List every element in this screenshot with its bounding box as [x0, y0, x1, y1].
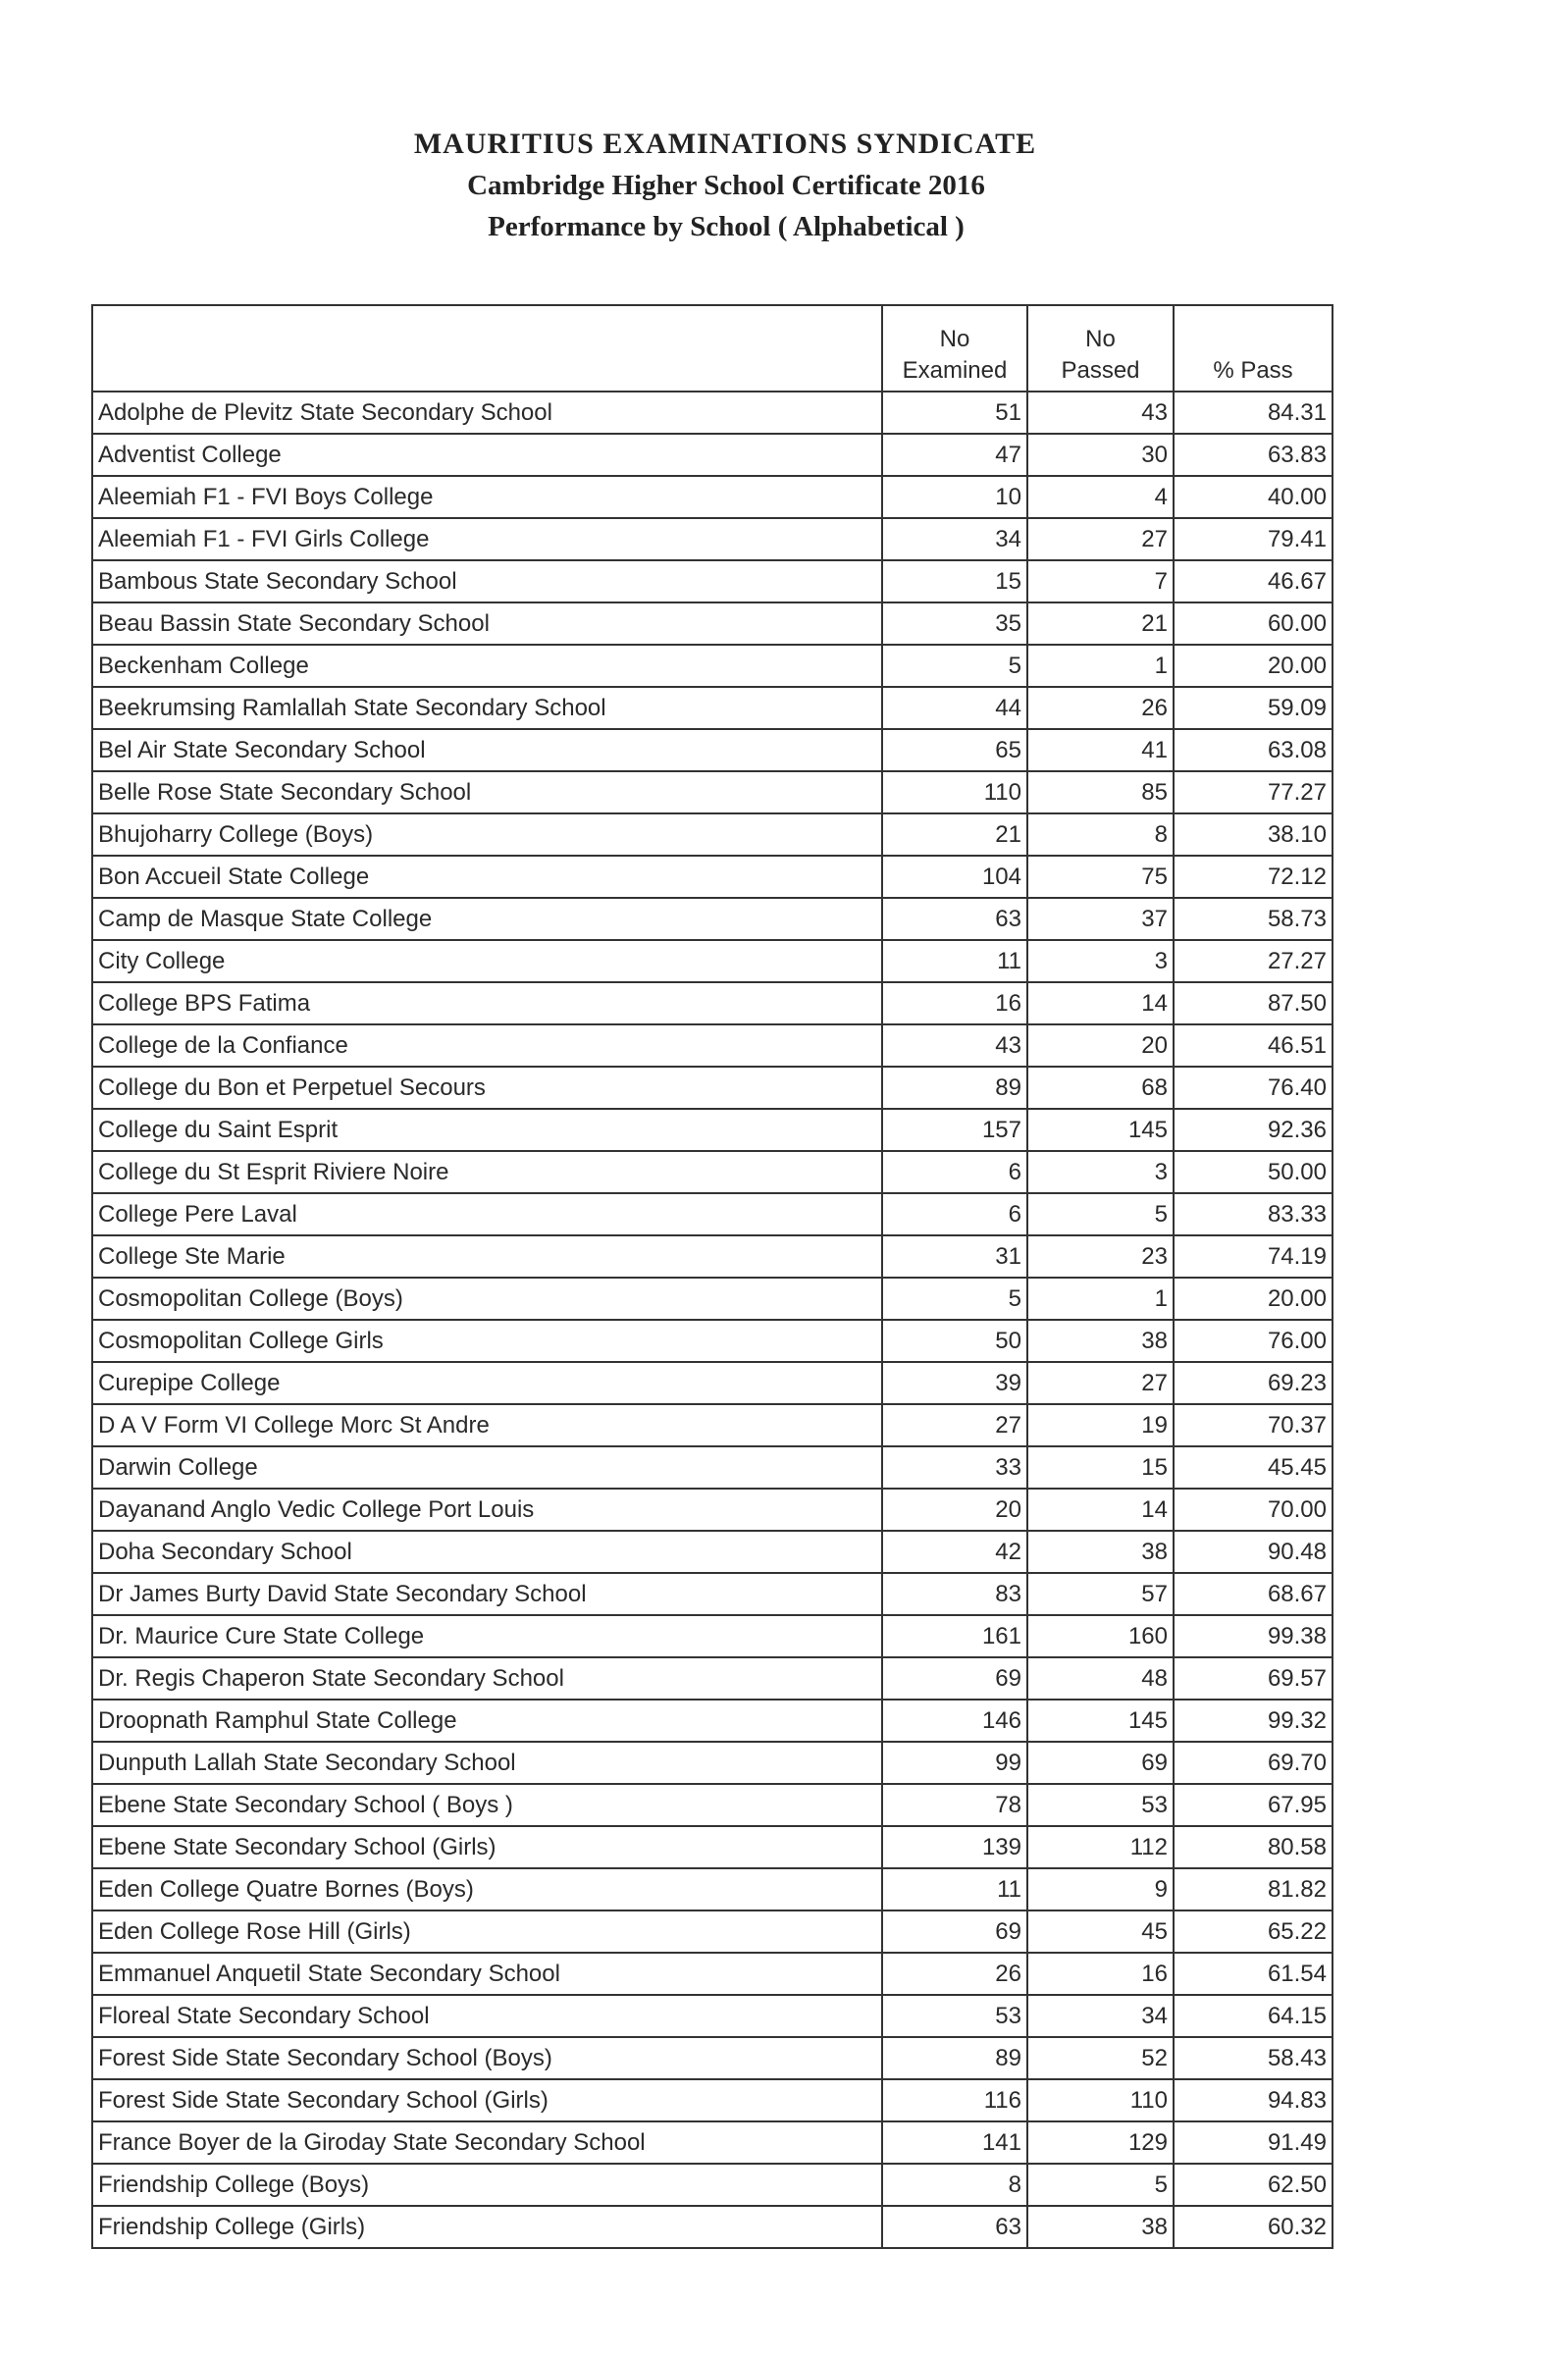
pct-pass-cell: 67.95 [1174, 1784, 1333, 1826]
passed-cell: 57 [1027, 1573, 1174, 1615]
table-row [92, 771, 1333, 813]
school-name-cell: Forest Side State Secondary School (Boys) [92, 2037, 882, 2079]
passed-cell: 5 [1027, 1193, 1174, 1235]
examined-cell: 39 [882, 1362, 1027, 1404]
passed-cell: 34 [1027, 1995, 1174, 2037]
passed-cell: 45 [1027, 1910, 1174, 1953]
examined-cell: 11 [882, 940, 1027, 982]
passed-cell: 20 [1027, 1024, 1174, 1067]
table-row [92, 1320, 1333, 1362]
school-name-cell: Dr. Maurice Cure State College [92, 1615, 882, 1657]
table-row [92, 2164, 1333, 2206]
examined-cell: 42 [882, 1531, 1027, 1573]
pct-pass-cell: 58.73 [1174, 898, 1333, 940]
pct-pass-cell: 69.70 [1174, 1742, 1333, 1784]
school-name-cell: Eden College Quatre Bornes (Boys) [92, 1868, 882, 1910]
table-row [92, 1868, 1333, 1910]
examined-cell: 31 [882, 1235, 1027, 1278]
pct-pass-cell: 69.57 [1174, 1657, 1333, 1700]
table-row [92, 1151, 1333, 1193]
table-row [92, 1531, 1333, 1573]
school-name-cell: Friendship College (Girls) [92, 2206, 882, 2248]
table-row [92, 1278, 1333, 1320]
table-row [92, 1489, 1333, 1531]
examined-cell: 33 [882, 1446, 1027, 1489]
passed-cell: 27 [1027, 518, 1174, 560]
document-heading: Performance by School ( Alphabetical ) [488, 211, 965, 242]
pct-pass-cell: 63.83 [1174, 434, 1333, 476]
passed-cell: 3 [1027, 940, 1174, 982]
school-name-cell: Dr. Regis Chaperon State Secondary School [92, 1657, 882, 1700]
pct-pass-cell: 91.49 [1174, 2121, 1333, 2164]
school-name-cell: Ebene State Secondary School ( Boys ) [92, 1784, 882, 1826]
pct-pass-cell: 94.83 [1174, 2079, 1333, 2121]
passed-cell: 9 [1027, 1868, 1174, 1910]
header-passed-line2: Passed [1061, 357, 1140, 384]
school-name-cell: Dr James Burty David State Secondary School [92, 1573, 882, 1615]
school-name-cell: Forest Side State Secondary School (Girls) [92, 2079, 882, 2121]
table-row [92, 1784, 1333, 1826]
school-name-cell: Curepipe College [92, 1362, 882, 1404]
pct-pass-cell: 99.32 [1174, 1700, 1333, 1742]
passed-cell: 43 [1027, 392, 1174, 434]
examined-cell: 16 [882, 982, 1027, 1024]
school-name-cell: Bel Air State Secondary School [92, 729, 882, 771]
school-name-cell: Beekrumsing Ramlallah State Secondary School [92, 687, 882, 729]
school-name-cell: Floreal State Secondary School [92, 1995, 882, 2037]
passed-cell: 7 [1027, 560, 1174, 602]
pct-pass-cell: 84.31 [1174, 392, 1333, 434]
examined-cell: 35 [882, 602, 1027, 645]
passed-cell: 85 [1027, 771, 1174, 813]
results-table [91, 304, 1333, 2249]
passed-cell: 160 [1027, 1615, 1174, 1657]
school-name-cell: Belle Rose State Secondary School [92, 771, 882, 813]
header-examined [882, 305, 1027, 392]
table-row [92, 1953, 1333, 1995]
examined-cell: 63 [882, 898, 1027, 940]
pct-pass-cell: 72.12 [1174, 856, 1333, 898]
examined-cell: 5 [882, 1278, 1027, 1320]
examined-cell: 146 [882, 1700, 1027, 1742]
passed-cell: 14 [1027, 1489, 1174, 1531]
examined-cell: 44 [882, 687, 1027, 729]
pct-pass-cell: 38.10 [1174, 813, 1333, 856]
pct-pass-cell: 58.43 [1174, 2037, 1333, 2079]
pct-pass-cell: 60.32 [1174, 2206, 1333, 2248]
passed-cell: 129 [1027, 2121, 1174, 2164]
examined-cell: 110 [882, 771, 1027, 813]
table-row [92, 1615, 1333, 1657]
table-row [92, 476, 1333, 518]
header-passed-line1: No [1085, 326, 1116, 352]
school-name-cell: D A V Form VI College Morc St Andre [92, 1404, 882, 1446]
pct-pass-cell: 46.67 [1174, 560, 1333, 602]
pct-pass-cell: 62.50 [1174, 2164, 1333, 2206]
school-name-cell: Bon Accueil State College [92, 856, 882, 898]
header-examined-line1: No [939, 326, 970, 352]
examined-cell: 6 [882, 1193, 1027, 1235]
examined-cell: 27 [882, 1404, 1027, 1446]
passed-cell: 5 [1027, 2164, 1174, 2206]
table-row [92, 1826, 1333, 1868]
header-pct-pass: % Pass [1174, 305, 1333, 392]
examined-cell: 63 [882, 2206, 1027, 2248]
passed-cell: 48 [1027, 1657, 1174, 1700]
examined-cell: 161 [882, 1615, 1027, 1657]
examined-cell: 8 [882, 2164, 1027, 2206]
pct-pass-cell: 63.08 [1174, 729, 1333, 771]
table-row [92, 982, 1333, 1024]
table-row [92, 560, 1333, 602]
examined-cell: 15 [882, 560, 1027, 602]
table-row [92, 856, 1333, 898]
passed-cell: 21 [1027, 602, 1174, 645]
examined-cell: 6 [882, 1151, 1027, 1193]
passed-cell: 23 [1027, 1235, 1174, 1278]
pct-pass-cell: 46.51 [1174, 1024, 1333, 1067]
table-row [92, 1700, 1333, 1742]
table-row [92, 898, 1333, 940]
passed-cell: 1 [1027, 1278, 1174, 1320]
pct-pass-cell: 70.00 [1174, 1489, 1333, 1531]
pct-pass-cell: 65.22 [1174, 1910, 1333, 1953]
passed-cell: 38 [1027, 2206, 1174, 2248]
header-examined-line2: Examined [902, 357, 1008, 384]
school-name-cell: Cosmopolitan College Girls [92, 1320, 882, 1362]
table-row [92, 434, 1333, 476]
examined-cell: 43 [882, 1024, 1027, 1067]
school-name-cell: Dayanand Anglo Vedic College Port Louis [92, 1489, 882, 1531]
pct-pass-cell: 74.19 [1174, 1235, 1333, 1278]
table-row [92, 1362, 1333, 1404]
pct-pass-cell: 90.48 [1174, 1531, 1333, 1573]
school-name-cell: College du Bon et Perpetuel Secours [92, 1067, 882, 1109]
examined-cell: 5 [882, 645, 1027, 687]
examined-cell: 69 [882, 1657, 1027, 1700]
school-name-cell: Emmanuel Anquetil State Secondary School [92, 1953, 882, 1995]
school-name-cell: Bhujoharry College (Boys) [92, 813, 882, 856]
pct-pass-cell: 40.00 [1174, 476, 1333, 518]
school-name-cell: Eden College Rose Hill (Girls) [92, 1910, 882, 1953]
passed-cell: 38 [1027, 1320, 1174, 1362]
pct-pass-cell: 80.58 [1174, 1826, 1333, 1868]
passed-cell: 8 [1027, 813, 1174, 856]
school-name-cell: Adventist College [92, 434, 882, 476]
passed-cell: 16 [1027, 1953, 1174, 1995]
school-name-cell: Cosmopolitan College (Boys) [92, 1278, 882, 1320]
examined-cell: 51 [882, 392, 1027, 434]
school-name-cell: College du Saint Esprit [92, 1109, 882, 1151]
passed-cell: 68 [1027, 1067, 1174, 1109]
examined-cell: 89 [882, 1067, 1027, 1109]
examined-cell: 78 [882, 1784, 1027, 1826]
passed-cell: 15 [1027, 1446, 1174, 1489]
school-name-cell: Aleemiah F1 - FVI Girls College [92, 518, 882, 560]
school-name-cell: Droopnath Ramphul State College [92, 1700, 882, 1742]
table-row [92, 1235, 1333, 1278]
examined-cell: 11 [882, 1868, 1027, 1910]
school-name-cell: Bambous State Secondary School [92, 560, 882, 602]
examined-cell: 141 [882, 2121, 1027, 2164]
school-name-cell: France Boyer de la Giroday State Secondary School [92, 2121, 882, 2164]
table-row [92, 645, 1333, 687]
document-title: MAURITIUS EXAMINATIONS SYNDICATE [413, 128, 1037, 160]
examined-cell: 47 [882, 434, 1027, 476]
school-name-cell: College BPS Fatima [92, 982, 882, 1024]
pct-pass-cell: 45.45 [1174, 1446, 1333, 1489]
school-name-cell: Camp de Masque State College [92, 898, 882, 940]
examined-cell: 53 [882, 1995, 1027, 2037]
school-name-cell: City College [92, 940, 882, 982]
table-row [92, 1109, 1333, 1151]
examined-cell: 104 [882, 856, 1027, 898]
document-subtitle: Cambridge Higher School Certificate 2016 [467, 170, 985, 201]
pct-pass-cell: 50.00 [1174, 1151, 1333, 1193]
table-row [92, 2206, 1333, 2248]
passed-cell: 53 [1027, 1784, 1174, 1826]
examined-cell: 21 [882, 813, 1027, 856]
school-name-cell: Aleemiah F1 - FVI Boys College [92, 476, 882, 518]
table-row [92, 1193, 1333, 1235]
passed-cell: 26 [1027, 687, 1174, 729]
passed-cell: 30 [1027, 434, 1174, 476]
passed-cell: 41 [1027, 729, 1174, 771]
table-row [92, 1573, 1333, 1615]
passed-cell: 75 [1027, 856, 1174, 898]
table-row [92, 729, 1333, 771]
examined-cell: 50 [882, 1320, 1027, 1362]
pct-pass-cell: 61.54 [1174, 1953, 1333, 1995]
pct-pass-cell: 83.33 [1174, 1193, 1333, 1235]
table-row [92, 1742, 1333, 1784]
examined-cell: 69 [882, 1910, 1027, 1953]
pct-pass-cell: 68.67 [1174, 1573, 1333, 1615]
pct-pass-cell: 99.38 [1174, 1615, 1333, 1657]
school-name-cell: Dunputh Lallah State Secondary School [92, 1742, 882, 1784]
examined-cell: 116 [882, 2079, 1027, 2121]
examined-cell: 26 [882, 1953, 1027, 1995]
school-name-cell: College du St Esprit Riviere Noire [92, 1151, 882, 1193]
table-row [92, 1910, 1333, 1953]
pct-pass-cell: 59.09 [1174, 687, 1333, 729]
table-row [92, 1995, 1333, 2037]
examined-cell: 89 [882, 2037, 1027, 2079]
school-name-cell: Beckenham College [92, 645, 882, 687]
examined-cell: 157 [882, 1109, 1027, 1151]
passed-cell: 112 [1027, 1826, 1174, 1868]
pct-pass-cell: 92.36 [1174, 1109, 1333, 1151]
pct-pass-cell: 76.00 [1174, 1320, 1333, 1362]
table-row [92, 1067, 1333, 1109]
table-row [92, 2079, 1333, 2121]
examined-cell: 34 [882, 518, 1027, 560]
table-row [92, 518, 1333, 560]
passed-cell: 69 [1027, 1742, 1174, 1784]
passed-cell: 19 [1027, 1404, 1174, 1446]
passed-cell: 145 [1027, 1700, 1174, 1742]
table-header-row [92, 305, 1333, 392]
pct-pass-cell: 20.00 [1174, 645, 1333, 687]
table-row [92, 602, 1333, 645]
passed-cell: 38 [1027, 1531, 1174, 1573]
school-name-cell: Friendship College (Boys) [92, 2164, 882, 2206]
pct-pass-cell: 79.41 [1174, 518, 1333, 560]
school-name-cell: Adolphe de Plevitz State Secondary School [92, 392, 882, 434]
passed-cell: 145 [1027, 1109, 1174, 1151]
passed-cell: 3 [1027, 1151, 1174, 1193]
school-name-cell: Darwin College [92, 1446, 882, 1489]
table-row [92, 687, 1333, 729]
table-row [92, 1024, 1333, 1067]
pct-pass-cell: 60.00 [1174, 602, 1333, 645]
pct-pass-cell: 87.50 [1174, 982, 1333, 1024]
table-row [92, 2121, 1333, 2164]
document-header [0, 124, 1568, 247]
table-row [92, 940, 1333, 982]
passed-cell: 52 [1027, 2037, 1174, 2079]
table-body [92, 392, 1333, 2248]
pct-pass-cell: 69.23 [1174, 1362, 1333, 1404]
passed-cell: 37 [1027, 898, 1174, 940]
passed-cell: 1 [1027, 645, 1174, 687]
school-name-cell: College Ste Marie [92, 1235, 882, 1278]
pct-pass-cell: 64.15 [1174, 1995, 1333, 2037]
examined-cell: 20 [882, 1489, 1027, 1531]
table-row [92, 392, 1333, 434]
header-school [92, 305, 882, 392]
examined-cell: 65 [882, 729, 1027, 771]
passed-cell: 110 [1027, 2079, 1174, 2121]
pct-pass-cell: 76.40 [1174, 1067, 1333, 1109]
examined-cell: 99 [882, 1742, 1027, 1784]
pct-pass-cell: 27.27 [1174, 940, 1333, 982]
examined-cell: 83 [882, 1573, 1027, 1615]
pct-pass-cell: 81.82 [1174, 1868, 1333, 1910]
school-name-cell: College de la Confiance [92, 1024, 882, 1067]
passed-cell: 4 [1027, 476, 1174, 518]
table-row [92, 1404, 1333, 1446]
table-row [92, 813, 1333, 856]
school-name-cell: Doha Secondary School [92, 1531, 882, 1573]
passed-cell: 14 [1027, 982, 1174, 1024]
table-row [92, 2037, 1333, 2079]
table-row [92, 1657, 1333, 1700]
examined-cell: 10 [882, 476, 1027, 518]
examined-cell: 139 [882, 1826, 1027, 1868]
school-name-cell: College Pere Laval [92, 1193, 882, 1235]
pct-pass-cell: 70.37 [1174, 1404, 1333, 1446]
school-name-cell: Ebene State Secondary School (Girls) [92, 1826, 882, 1868]
header-passed [1027, 305, 1174, 392]
passed-cell: 27 [1027, 1362, 1174, 1404]
pct-pass-cell: 77.27 [1174, 771, 1333, 813]
table-row [92, 1446, 1333, 1489]
school-name-cell: Beau Bassin State Secondary School [92, 602, 882, 645]
pct-pass-cell: 20.00 [1174, 1278, 1333, 1320]
